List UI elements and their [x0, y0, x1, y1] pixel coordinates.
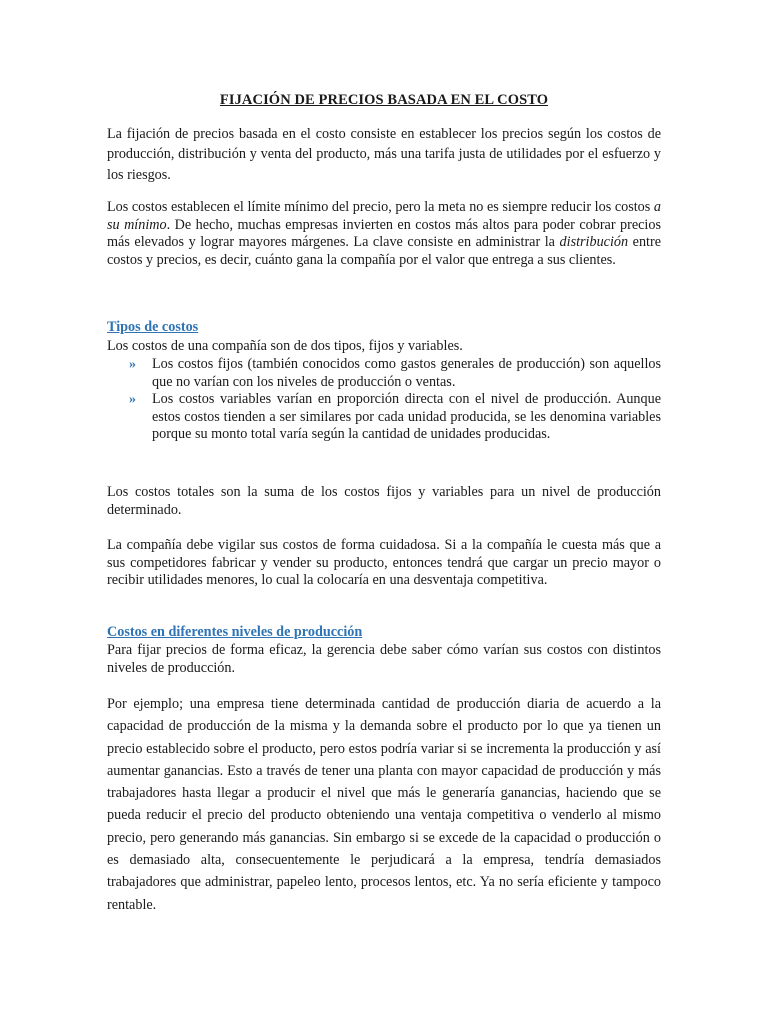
list-item-text: Los costos variables varían en proporción directa con el nivel de producción. Aunque estos costos tienden a ser similares por cada unidad producida, se les denomina variables porque su monto total varía según la cantidad de unidades producidas.	[152, 391, 661, 443]
paragraph-cost-limits	[107, 199, 661, 269]
paragraph-text: Los costos establecen el límite mínimo del precio, pero la meta no es siempre reducir los costos	[107, 199, 654, 215]
document-title: FIJACIÓN DE PRECIOS BASADA EN EL COSTO	[219, 92, 549, 108]
list-item	[107, 356, 661, 391]
list-item	[107, 391, 661, 444]
paragraph-cost-types-intro: Los costos de una compañía son de dos tipos, fijos y variables.	[107, 338, 463, 354]
paragraph-definition: La fijación de precios basada en el costo consiste en establecer los precios según los costos de producción, distribución y venta del producto, más una tarifa justa de utilidades por el esfuerzo y los riesgos.	[107, 126, 661, 183]
cost-types-list	[107, 356, 661, 444]
paragraph-total-costs: Los costos totales son la suma de los costos fijos y variables para un nivel de producción determinado.	[107, 484, 661, 518]
section-heading-niveles-de-produccion: Costos en diferentes niveles de producción	[107, 624, 363, 640]
paragraph-text: entre costos y precios, es decir, cuánto gana la compañía por el valor que entrega a sus clientes.	[107, 234, 662, 268]
list-item-text: Los costos fijos (también conocidos como gastos generales de producción) son aquellos que no varían con los niveles de producción o ventas.	[152, 356, 661, 390]
double-chevron-right-icon: »	[129, 357, 136, 372]
section-heading-tipos-de-costos: Tipos de costos	[107, 319, 199, 335]
paragraph-text: . De hecho, muchas empresas invierten en costos más altos para poder cobrar precios más elevados y lograr mayores márgenes. La clave consiste en administrar la	[107, 216, 661, 251]
double-chevron-right-icon: »	[129, 392, 136, 408]
emphasis-text: a su mínimo	[107, 199, 661, 233]
emphasis-text: distribución	[559, 234, 629, 251]
paragraph-monitor-costs: La compañía debe vigilar sus costos de forma cuidadosa. Si a la compañía le cuesta más que a sus competidores fabricar y vender su producto, entonces tendrá que cargar un precio mayor o recibir utilidades menores, lo cual la colocaría en una desventaja competitiva.	[107, 537, 661, 589]
paragraph-production-levels-intro: Para fijar precios de forma eficaz, la gerencia debe saber cómo varían sus costos con distintos niveles de producción.	[107, 642, 661, 676]
paragraph-example: Por ejemplo; una empresa tiene determinada cantidad de producción diaria de acuerdo a la capacidad de producción de la misma y la demanda sobre el producto por lo que ya tienen un precio establecido sobre el producto, pero estos podría variar si se incrementa la producción y así aumentar ganancias. Esto a través de tener una planta con mayor capacidad de producción y más trabajadores hasta llegar a producir el nivel que más le generaría ganancias, haciendo que se pueda reducir el precio del producto obteniendo una ventaja competitiva o venderlo al mismo precio, pero generando más ganancias. Sin embargo si se excede de la capacidad o producción o es demasiado alta, consecuentemente le perjudicará a la empresa, tendría demasiados trabajadores que administrar, papeleo lento, procesos lentos, etc. Ya no sería eficiente y tampoco rentable.	[107, 696, 661, 913]
